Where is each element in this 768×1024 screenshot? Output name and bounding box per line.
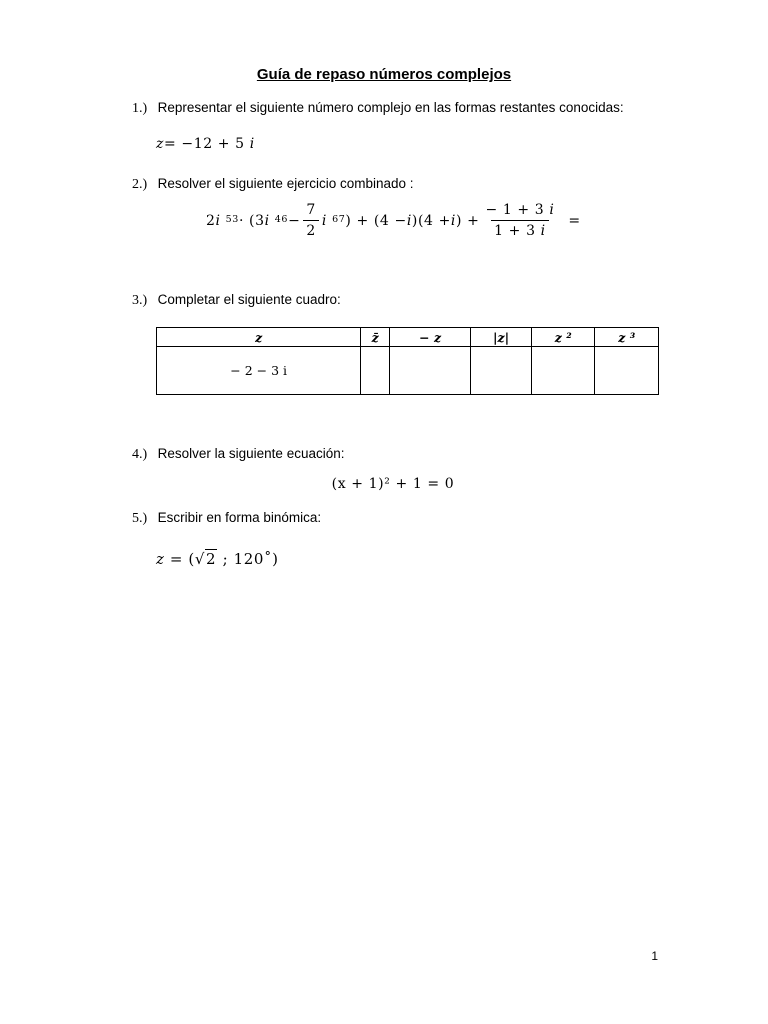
fraction xyxy=(482,202,557,239)
expression-part: ) + (4 − xyxy=(345,212,407,229)
table-cell xyxy=(390,347,471,395)
question-text: Escribir en forma binómica: xyxy=(157,510,322,525)
expression-part: ) + xyxy=(455,212,480,229)
question-5 xyxy=(132,509,321,527)
question-number: 3.) xyxy=(132,293,148,308)
expression-part: = ( xyxy=(164,550,195,568)
imaginary-unit: i xyxy=(406,212,412,229)
imaginary-unit: i xyxy=(249,136,255,152)
column-header: z xyxy=(157,328,361,347)
table-cell xyxy=(361,347,390,395)
question-3 xyxy=(132,291,341,309)
expression-rhs: = −12 + 5 xyxy=(163,136,250,152)
sqrt-argument: 2 xyxy=(206,550,217,568)
column-header: z ² xyxy=(532,328,595,347)
expression-part: )(4 + xyxy=(411,212,451,229)
sqrt-symbol: √ xyxy=(194,550,206,568)
page-number: 1 xyxy=(651,949,658,963)
question-4 xyxy=(132,445,344,463)
table-row xyxy=(157,347,659,395)
complex-table xyxy=(156,327,659,395)
fraction-denominator: 2 xyxy=(303,220,319,239)
q2-expression xyxy=(206,202,581,239)
column-header: z ³ xyxy=(595,328,659,347)
expression-part: · (3 xyxy=(238,212,265,229)
question-text: Resolver el siguiente ejercicio combinado : xyxy=(157,176,414,191)
question-number: 4.) xyxy=(132,447,148,462)
question-text: Resolver la siguiente ecuación: xyxy=(157,446,345,461)
equals-sign: = xyxy=(568,212,581,229)
question-text: Completar el siguiente cuadro: xyxy=(157,292,341,307)
imaginary-unit: i xyxy=(540,223,546,239)
q4-equation: (x + 1)² + 1 = 0 xyxy=(331,476,455,492)
question-text: Representar el siguiente número complejo en las formas restantes conocidas: xyxy=(157,100,624,115)
question-number: 1.) xyxy=(132,101,148,116)
table-header-row xyxy=(157,328,659,347)
expression-part: ; 120˚) xyxy=(217,550,279,568)
q1-expression xyxy=(156,136,255,152)
fraction-denominator xyxy=(491,220,549,239)
column-header: |z| xyxy=(471,328,532,347)
variable-z: z xyxy=(156,550,165,568)
page-title: Guía de repaso números complejos xyxy=(256,66,512,83)
denominator-text: 1 + 3 xyxy=(494,223,541,239)
fraction-numerator: 7 xyxy=(306,202,316,218)
table-cell: − 2 − 3 i xyxy=(157,347,361,395)
imaginary-unit: i xyxy=(321,212,327,229)
imaginary-unit: i xyxy=(549,202,555,218)
fraction xyxy=(303,202,319,239)
question-number: 2.) xyxy=(132,177,148,192)
expression-part: − xyxy=(288,212,301,229)
imaginary-unit: i xyxy=(450,212,456,229)
table-cell xyxy=(471,347,532,395)
variable-z: z xyxy=(156,136,164,152)
table-cell xyxy=(595,347,659,395)
question-number: 5.) xyxy=(132,511,148,526)
numerator-text: − 1 + 3 xyxy=(485,202,550,218)
column-header: z̄ xyxy=(361,328,390,347)
question-2 xyxy=(132,175,414,193)
exponent: 46 xyxy=(274,214,289,225)
exponent: 67 xyxy=(332,214,346,225)
table-cell xyxy=(532,347,595,395)
exponent: 53 xyxy=(225,214,239,225)
coefficient: 2 xyxy=(206,212,216,229)
fraction-numerator xyxy=(482,202,557,220)
q5-expression xyxy=(156,550,279,568)
question-1 xyxy=(132,99,624,117)
imaginary-unit: i xyxy=(264,212,270,229)
column-header: − z xyxy=(390,328,471,347)
imaginary-unit: i xyxy=(215,212,221,229)
